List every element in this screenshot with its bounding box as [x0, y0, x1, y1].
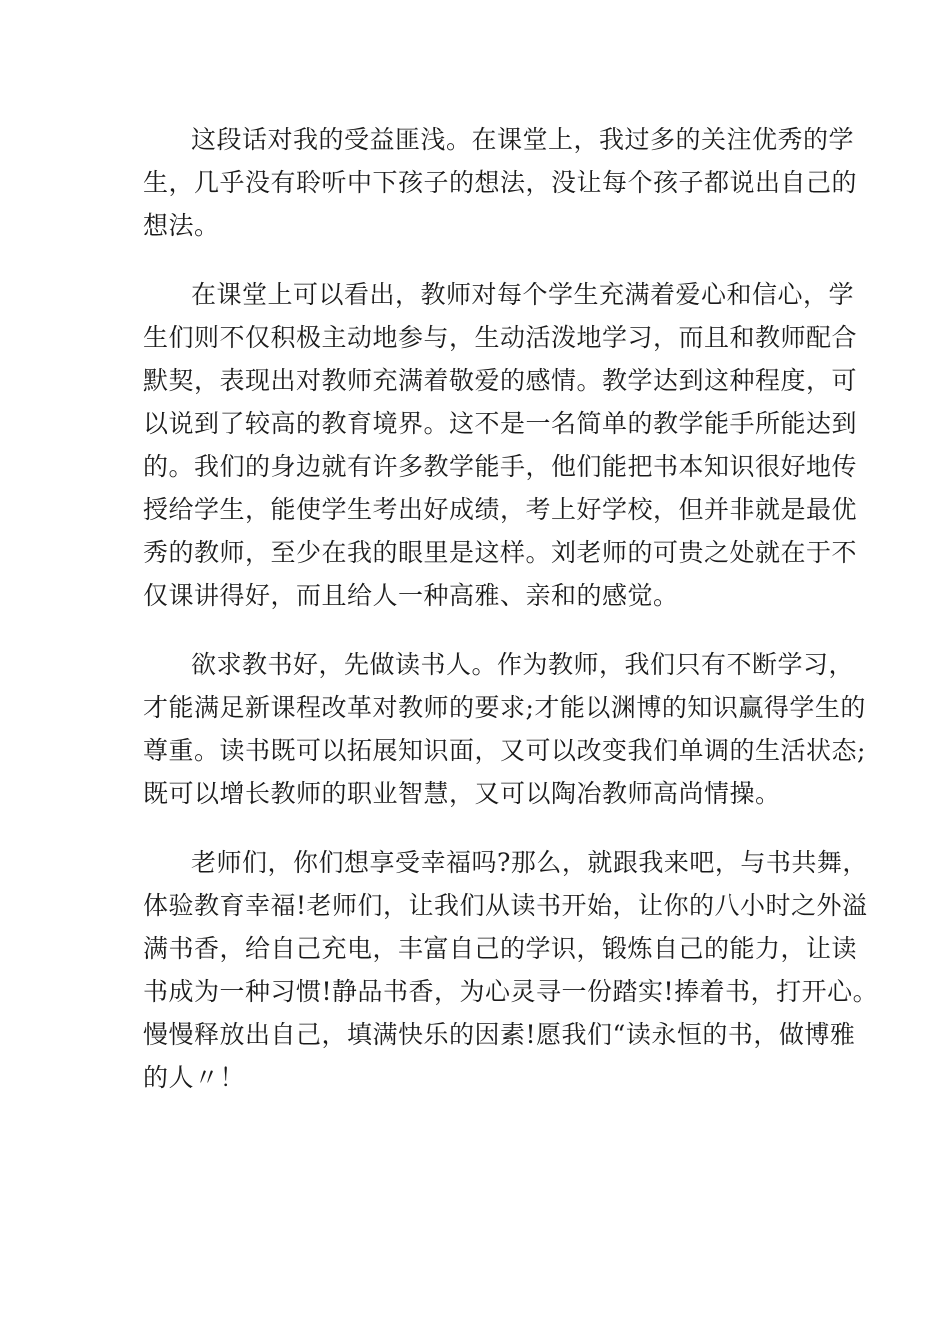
text-line: 慢慢释放出自己，填满快乐的因素!愿我们“读永恒的书，做博雅	[143, 1020, 856, 1049]
text-line: 授给学生，能使学生考出好成绩，考上好学校，但并非就是最优	[143, 495, 858, 524]
text-line: 的人〃！	[143, 1063, 246, 1092]
text-line: 仅课讲得好，而且给人一种高雅、亲和的感觉。	[143, 581, 679, 610]
text-line: 秀的教师，至少在我的眼里是这样。刘老师的可贵之处就在于不	[143, 538, 858, 567]
paragraph-3	[143, 643, 866, 815]
text-line: 满书香，给自己充电，丰富自己的学识，锻炼自己的能力，让读	[143, 934, 858, 963]
text-line: 想法。	[143, 211, 220, 240]
text-line: 书成为一种习惯!静品书香，为心灵寻一份踏实!捧着书，打开心。	[143, 977, 879, 1006]
text-line: 生，几乎没有聆听中下孩子的想法，没让每个孩子都说出自己的	[143, 168, 858, 197]
document-body	[143, 118, 879, 1125]
text-line: 这段话对我的受益匪浅。在课堂上，我过多的关注优秀的学	[191, 125, 855, 154]
text-line: 生们则不仅积极主动地参与，生动活泼地学习，而且和教师配合	[143, 323, 858, 352]
text-line: 尊重。读书既可以拓展知识面，又可以改变我们单调的生活状态;	[143, 736, 866, 765]
text-line: 才能满足新课程改革对教师的要求;才能以渊博的知识赢得学生的	[143, 693, 866, 722]
text-line: 默契，表现出对教师充满着敬爱的感情。教学达到这种程度，可	[143, 366, 858, 395]
paragraph-1	[143, 118, 858, 247]
text-line: 在课堂上可以看出，教师对每个学生充满着爱心和信心，学	[191, 280, 855, 309]
text-line: 既可以增长教师的职业智慧，又可以陶冶教师高尚情操。	[143, 779, 781, 808]
text-line: 的。我们的身边就有许多教学能手，他们能把书本知识很好地传	[143, 452, 858, 481]
text-line: 以说到了较高的教育境界。这不是一名简单的教学能手所能达到	[143, 409, 858, 438]
text-line: 欲求教书好，先做读书人。作为教师，我们只有不断学习，	[191, 650, 855, 679]
text-line: 老师们，你们想享受幸福吗?那么，就跟我来吧，与书共舞，	[191, 848, 868, 877]
paragraph-2	[143, 273, 858, 617]
text-line: 体验教育幸福!老师们，让我们从读书开始，让你的八小时之外溢	[143, 891, 868, 920]
paragraph-4	[143, 841, 879, 1099]
